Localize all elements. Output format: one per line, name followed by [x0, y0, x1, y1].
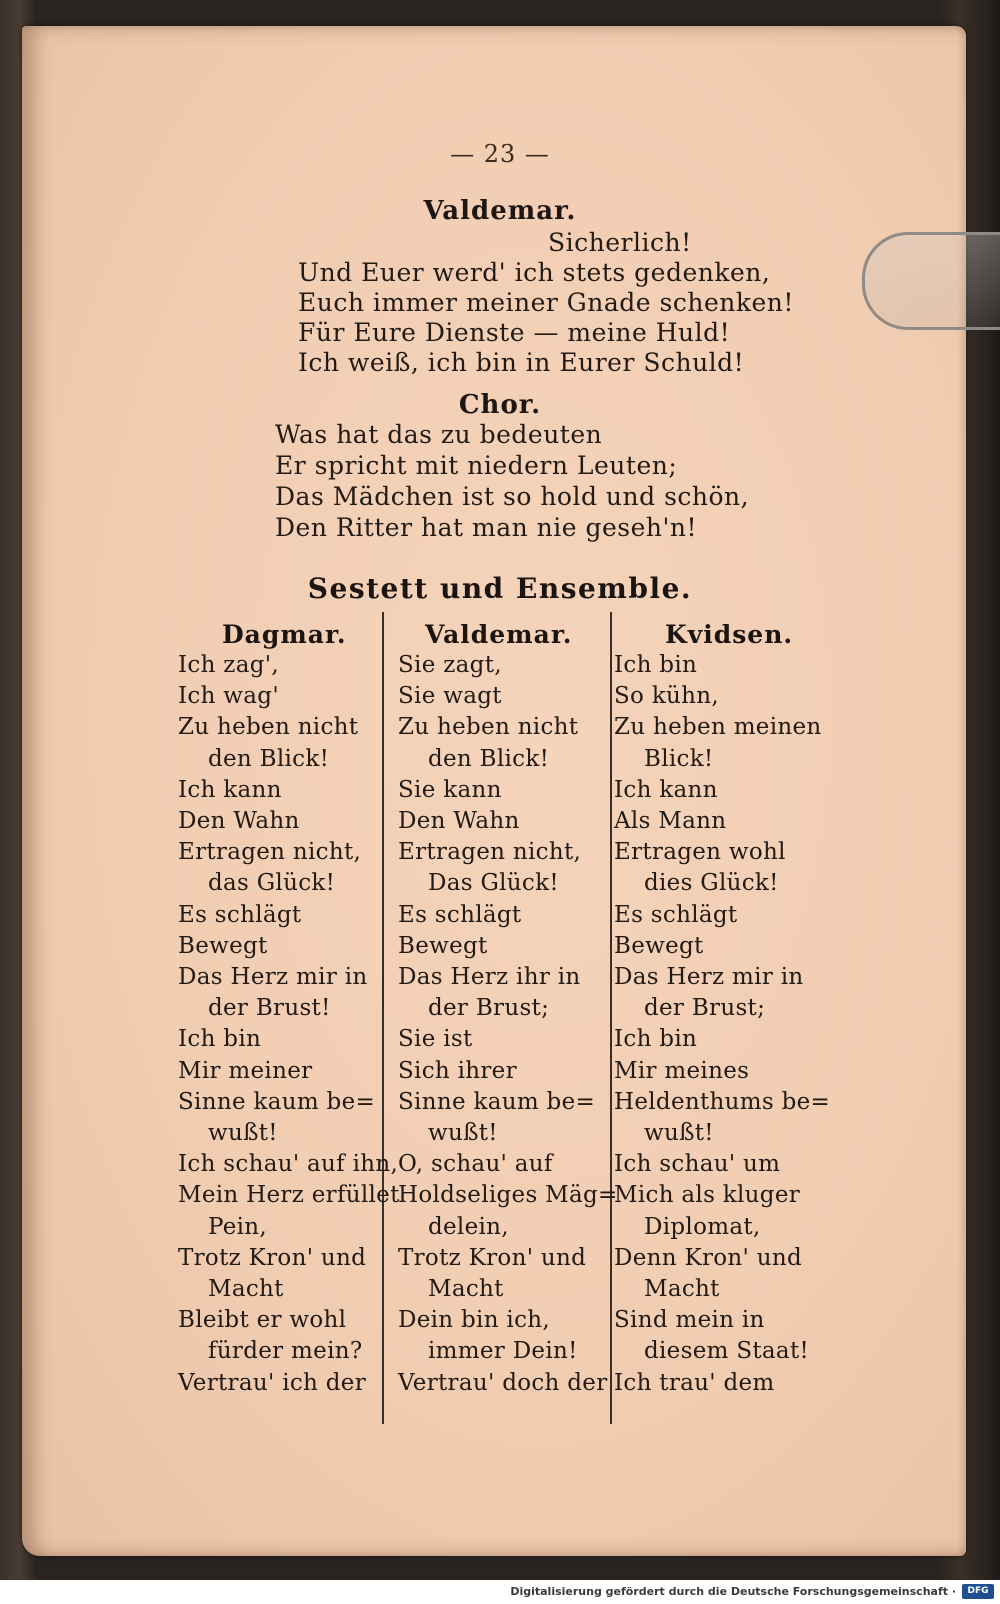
column-line: delein, — [428, 1214, 509, 1240]
verse-line: Was hat das zu bedeuten — [275, 420, 603, 449]
speaker-valdemar: Valdemar. — [423, 196, 577, 226]
column-line: den Blick! — [428, 746, 550, 772]
column-line: Macht — [644, 1276, 720, 1302]
column-line: Es schlägt — [398, 902, 522, 928]
column-line: Sie zagt, — [398, 652, 502, 678]
column-line: Ertragen nicht, — [178, 839, 362, 865]
column-line: Ich trau' dem — [614, 1370, 775, 1396]
column-line: diesem Staat! — [644, 1338, 810, 1364]
column-line: Ich bin — [614, 1026, 698, 1052]
column-line: Sich ihrer — [398, 1058, 517, 1084]
column-line: immer Dein! — [428, 1338, 578, 1364]
column-line: Das Herz ihr in — [398, 964, 581, 990]
page-number: — 23 — — [450, 140, 550, 168]
paper-clip — [862, 232, 1000, 330]
footer-text: Digitalisierung gefördert durch die Deutsche Forschungsgemeinschaft · — [510, 1585, 956, 1598]
column-line: Zu heben nicht — [178, 714, 359, 740]
column-line: Ich schau' um — [614, 1151, 781, 1177]
column-line: Vertrau' ich der — [178, 1370, 366, 1396]
column-line: Es schlägt — [178, 902, 302, 928]
verse-line: Das Mädchen ist so hold und schön, — [275, 482, 750, 511]
column-divider — [610, 612, 612, 1424]
column-heading-valdemar: Valdemar. — [425, 620, 573, 649]
column-line: Blick! — [644, 746, 714, 772]
column-line: wußt! — [208, 1120, 278, 1146]
column-line: Trotz Kron' und — [178, 1245, 367, 1271]
column-line: Den Wahn — [178, 808, 300, 834]
column-line: Das Herz mir in — [178, 964, 368, 990]
column-line: Ich schau' auf ihn, — [178, 1151, 399, 1177]
verse-line: Den Ritter hat man nie geseh'n! — [275, 513, 698, 542]
column-line: Ich kann — [614, 777, 718, 803]
column-line: Dein bin ich, — [398, 1307, 550, 1333]
verse-line: Und Euer werd' ich stets gedenken, — [298, 258, 771, 287]
column-line: Sinne kaum be= — [178, 1089, 376, 1115]
column-line: dies Glück! — [644, 870, 779, 896]
column-line: Macht — [428, 1276, 504, 1302]
column-line: Vertrau' doch der — [398, 1370, 608, 1396]
column-line: Sie kann — [398, 777, 502, 803]
column-line: Pein, — [208, 1214, 268, 1240]
column-line: das Glück! — [208, 870, 336, 896]
column-line: Bewegt — [614, 933, 704, 959]
column-line: Als Mann — [614, 808, 727, 834]
column-line: Ich kann — [178, 777, 282, 803]
verse-line: Euch immer meiner Gnade schenken! — [298, 288, 794, 317]
column-line: Ich wag' — [178, 683, 279, 709]
column-line: Es schlägt — [614, 902, 738, 928]
column-line: fürder mein? — [208, 1338, 363, 1364]
column-line: Sie ist — [398, 1026, 473, 1052]
column-line: Macht — [208, 1276, 284, 1302]
column-heading-dagmar: Dagmar. — [222, 620, 347, 649]
column-line: Zu heben meinen — [614, 714, 822, 740]
column-line: Ich bin — [614, 652, 698, 678]
column-line: Ertragen nicht, — [398, 839, 582, 865]
verse-line: Er spricht mit niedern Leuten; — [275, 451, 678, 480]
column-line: Trotz Kron' und — [398, 1245, 587, 1271]
column-line: Das Glück! — [428, 870, 559, 896]
column-line: Sind mein in — [614, 1307, 765, 1333]
column-line: Sie wagt — [398, 683, 502, 709]
column-line: Bleibt er wohl — [178, 1307, 347, 1333]
column-line: So kühn, — [614, 683, 720, 709]
verse-line: Ich weiß, ich bin in Eurer Schuld! — [298, 348, 745, 377]
column-divider — [382, 612, 384, 1424]
column-heading-kvidsen: Kvidsen. — [665, 620, 794, 649]
column-line: Ertragen wohl — [614, 839, 786, 865]
verse-line: Sicherlich! — [548, 228, 692, 257]
column-line: Heldenthums be= — [614, 1089, 831, 1115]
column-line: Den Wahn — [398, 808, 520, 834]
column-line: Zu heben nicht — [398, 714, 579, 740]
column-line: Mir meiner — [178, 1058, 313, 1084]
column-line: den Blick! — [208, 746, 330, 772]
column-line: wußt! — [428, 1120, 498, 1146]
column-line: der Brust! — [208, 995, 331, 1021]
column-line: Sinne kaum be= — [398, 1089, 596, 1115]
dfg-logo: DFG — [962, 1584, 994, 1599]
column-line: Holdseliges Mäg= — [398, 1182, 618, 1208]
footer-bar — [0, 1580, 1000, 1604]
section-title: Sestett und Ensemble. — [307, 572, 693, 605]
column-line: Mir meines — [614, 1058, 750, 1084]
column-line: der Brust; — [644, 995, 766, 1021]
column-line: Mein Herz erfüllet — [178, 1182, 400, 1208]
column-line: wußt! — [644, 1120, 714, 1146]
column-line: der Brust; — [428, 995, 550, 1021]
column-line: Denn Kron' und — [614, 1245, 803, 1271]
column-line: Bewegt — [178, 933, 268, 959]
column-line: Diplomat, — [644, 1214, 761, 1240]
verse-line: Für Eure Dienste — meine Huld! — [298, 318, 731, 347]
column-line: Das Herz mir in — [614, 964, 804, 990]
column-line: Mich als kluger — [614, 1182, 801, 1208]
column-line: Ich zag', — [178, 652, 279, 678]
column-line: Ich bin — [178, 1026, 262, 1052]
column-line: O, schau' auf — [398, 1151, 553, 1177]
speaker-chor: Chor. — [458, 390, 542, 420]
column-line: Bewegt — [398, 933, 488, 959]
